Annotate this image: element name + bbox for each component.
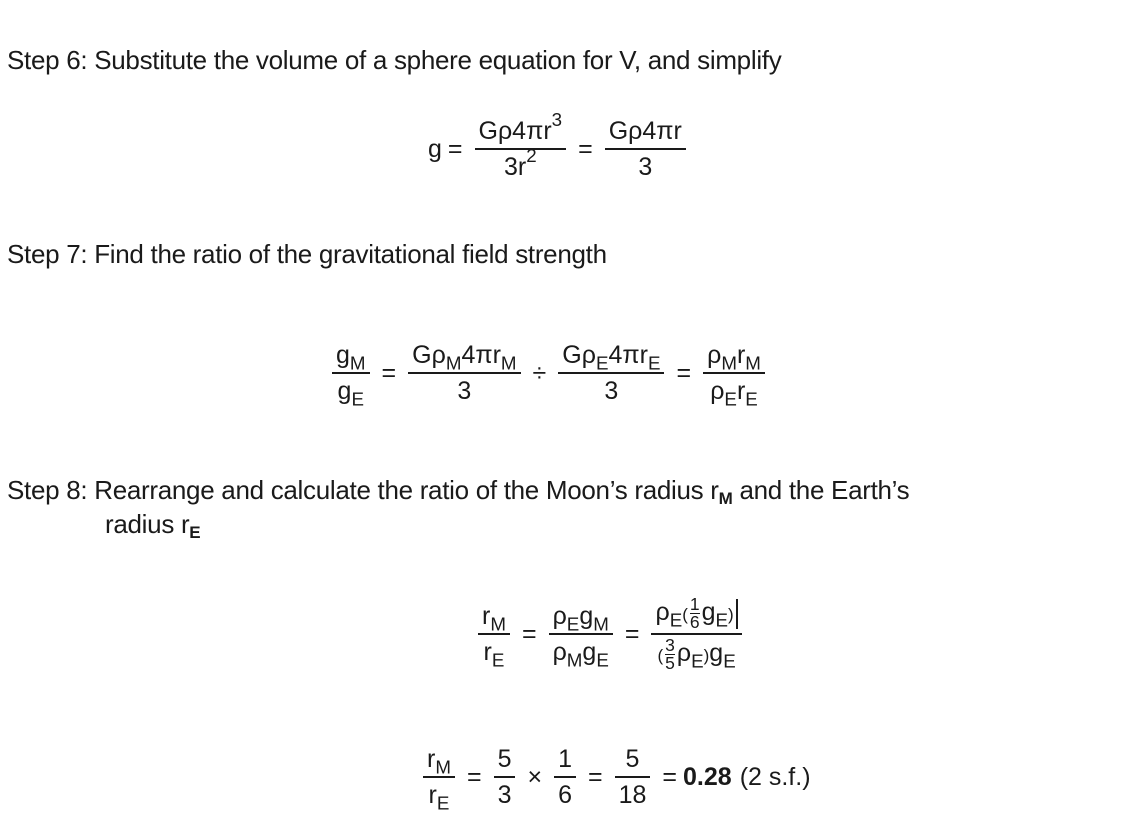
- r-symbol: r: [427, 745, 436, 773]
- rho-symbol: ρ: [552, 602, 567, 630]
- subscript: M: [445, 352, 462, 374]
- denominator: 6: [558, 781, 572, 809]
- divide-sign: ÷: [532, 358, 547, 387]
- numerator: 5: [497, 745, 512, 773]
- denominator: 3: [638, 153, 653, 181]
- denominator: 3: [457, 377, 472, 405]
- exponent: 2: [526, 144, 537, 166]
- subscript: E: [691, 650, 704, 672]
- numerator: 3: [665, 635, 675, 655]
- denominator: 3: [497, 781, 512, 809]
- fraction: [549, 601, 613, 671]
- equation-g-sphere: [428, 108, 692, 182]
- fraction: [605, 116, 686, 182]
- rho-symbol: ρ: [655, 598, 670, 627]
- fraction-bar: [332, 372, 370, 374]
- step-6-heading: Step 6: Substitute the volume of a sphere equation for V, and simplify: [7, 45, 782, 75]
- fraction-bar: [554, 776, 576, 778]
- numerator: 5: [625, 745, 640, 773]
- denominator: 6: [689, 612, 700, 632]
- fraction: [423, 744, 455, 814]
- paren: (: [682, 605, 688, 625]
- subscript: M: [435, 756, 451, 778]
- equals-sign: =: [521, 619, 537, 648]
- denominator: 3r: [503, 153, 527, 181]
- numerator: Gρ4πr: [478, 117, 552, 145]
- fraction: [558, 340, 664, 406]
- fraction: [494, 744, 516, 810]
- fraction: [475, 108, 567, 182]
- times-sign: ×: [527, 762, 543, 791]
- subscript: M: [745, 352, 761, 374]
- equation-radius-ratio: [472, 596, 748, 672]
- rho-symbol: ρ: [707, 341, 722, 369]
- fraction-bar: [423, 776, 455, 778]
- subscript: E: [189, 523, 201, 542]
- subscript: M: [718, 489, 733, 508]
- r-symbol: r: [736, 341, 746, 369]
- term: 4πr: [608, 341, 648, 369]
- fraction: [615, 744, 651, 810]
- paren: (: [657, 646, 664, 666]
- equals-sign: =: [466, 762, 482, 791]
- fraction-bar: [605, 148, 686, 150]
- subscript: E: [669, 609, 683, 631]
- subscript: E: [724, 388, 737, 410]
- equation-final-result: [417, 744, 811, 814]
- fraction: [651, 596, 741, 672]
- fraction: [703, 340, 765, 410]
- fraction-bar: [703, 372, 765, 374]
- r-symbol: r: [482, 602, 491, 630]
- denominator: 3: [604, 377, 619, 405]
- subscript: M: [721, 352, 737, 374]
- step-7-heading: Step 7: Find the ratio of the gravitational field strength: [7, 239, 607, 269]
- equation-g-ratio: [326, 340, 771, 410]
- fraction: [332, 340, 370, 410]
- fraction-bar: [408, 372, 520, 374]
- equals-sign: =: [578, 134, 593, 163]
- paren: ): [728, 605, 734, 625]
- g-symbol: g: [709, 639, 724, 668]
- rho-symbol: ρ: [552, 638, 567, 666]
- step-8-heading-line-1: [7, 473, 909, 511]
- fraction-bar: [549, 633, 613, 635]
- equals-sign: =: [676, 358, 692, 387]
- r-symbol: r: [736, 377, 746, 405]
- cursor-line: [736, 599, 738, 629]
- denominator: 5: [665, 653, 675, 673]
- fraction-bar: [494, 776, 516, 778]
- subscript: E: [723, 650, 736, 672]
- equals-sign: =: [381, 358, 397, 387]
- step-8-text: Step 8: Rearrange and calculate the ratio of the Moon’s radius r: [7, 475, 719, 505]
- subscript: E: [491, 649, 505, 671]
- rho-symbol: ρ: [710, 377, 725, 405]
- equals-sign: =: [624, 619, 640, 648]
- exponent: 3: [551, 108, 563, 130]
- fraction-bar: [475, 148, 567, 150]
- step-8-text: and the Earth’s: [732, 475, 910, 505]
- paren: ): [703, 646, 710, 666]
- r-symbol: r: [428, 781, 437, 809]
- equals-sign: =: [447, 134, 463, 163]
- term: Gρ: [412, 341, 446, 369]
- subscript: E: [715, 609, 729, 631]
- fraction: [478, 601, 510, 671]
- subscript: E: [647, 352, 661, 374]
- subscript: M: [349, 352, 366, 374]
- subscript: M: [593, 613, 609, 635]
- inline-fraction: [690, 596, 700, 631]
- g-symbol: g: [428, 134, 442, 163]
- result-value: 0.28: [683, 762, 732, 791]
- fraction-bar: [615, 776, 651, 778]
- numerator: 1: [689, 594, 700, 614]
- equals-sign: =: [662, 762, 678, 791]
- g-symbol: g: [701, 598, 716, 627]
- fraction: [408, 340, 520, 406]
- g-symbol: g: [579, 602, 594, 630]
- fraction-bar: [558, 372, 664, 374]
- denominator: 18: [618, 781, 647, 809]
- g-symbol: g: [336, 341, 350, 369]
- fraction-bar: [478, 633, 510, 635]
- subscript: E: [566, 613, 580, 635]
- subscript: E: [436, 792, 450, 814]
- rho-symbol: ρ: [676, 639, 692, 668]
- subscript: E: [745, 388, 758, 410]
- step-8-text: radius r: [105, 509, 190, 539]
- inline-fraction: [665, 637, 675, 672]
- r-symbol: r: [483, 638, 492, 666]
- g-symbol: g: [582, 638, 597, 666]
- fraction: [554, 744, 576, 810]
- term: Gρ: [562, 341, 596, 369]
- subscript: M: [500, 352, 517, 374]
- equals-sign: =: [587, 762, 603, 791]
- subscript: E: [351, 388, 364, 410]
- term: 4πr: [461, 341, 501, 369]
- numerator: Gρ4πr: [608, 117, 682, 145]
- subscript: E: [596, 649, 609, 671]
- g-symbol: g: [337, 377, 352, 405]
- sig-figs-note: (2 s.f.): [739, 762, 811, 791]
- numerator: 1: [558, 745, 572, 773]
- subscript: M: [566, 649, 583, 671]
- subscript: M: [490, 613, 506, 635]
- step-8-heading-line-2: [105, 507, 200, 545]
- subscript: E: [595, 352, 609, 374]
